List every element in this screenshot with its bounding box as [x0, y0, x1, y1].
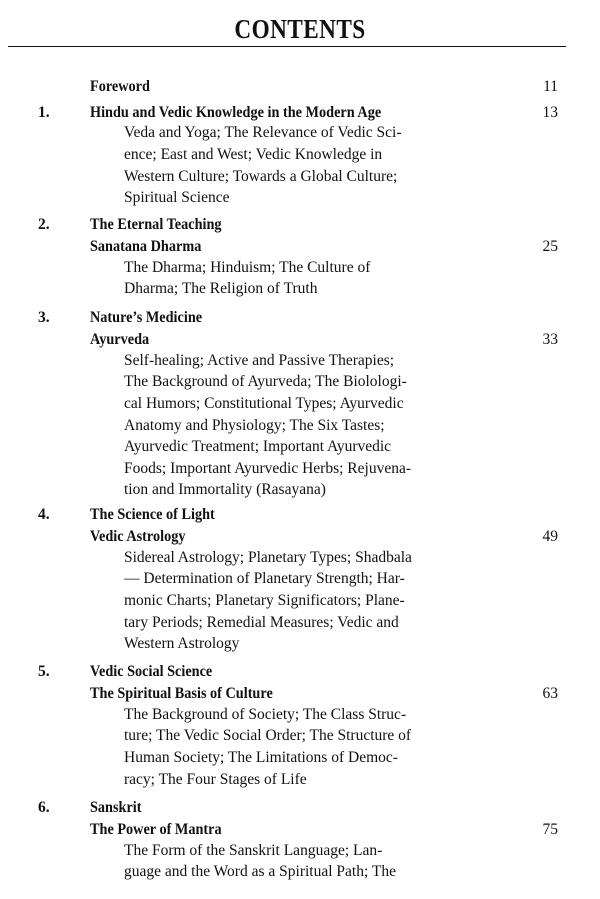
entry-number: 3.: [38, 309, 50, 326]
entry-description-line: Dharma; The Religion of Truth: [124, 280, 318, 298]
entry-page-number: 13: [542, 104, 558, 121]
entry-number: 2.: [38, 216, 50, 233]
entry-description-line: Sidereal Astrology; Planetary Types; Shadbala: [124, 548, 412, 566]
entry-page-number: 63: [542, 685, 558, 703]
entry-number: 6.: [38, 799, 50, 816]
page-title: CONTENTS: [234, 14, 366, 44]
entry-page-number: 25: [542, 238, 558, 256]
entry-heading: Nature’s Medicine: [90, 309, 203, 326]
entry-description-line: Foods; Important Ayurvedic Herbs; Rejuvena-: [124, 459, 411, 477]
entry-description-line: The Background of Ayurveda; The Biolologi-: [124, 373, 407, 391]
entry-heading: Sanskrit: [90, 799, 142, 816]
entry-subheading: Ayurveda: [90, 331, 150, 349]
entry-heading: Foreword: [90, 78, 150, 95]
entry-description-line: tion and Immortality (Rasayana): [124, 481, 326, 499]
entry-page-number: 75: [542, 821, 558, 839]
entry-page-number: 11: [543, 78, 558, 95]
entry-heading: Vedic Social Science: [90, 663, 213, 680]
entry-description-line: Self-healing; Active and Passive Therapies;: [124, 351, 395, 369]
entry-description-line: cal Humors; Constitutional Types; Ayurvedic: [124, 395, 404, 412]
entry-subheading: The Spiritual Basis of Culture: [90, 685, 273, 703]
entry-description-line: guage and the Word as a Spiritual Path; The: [124, 863, 396, 881]
entry-description-line: The Form of the Sanskrit Language; Lan-: [124, 841, 383, 859]
entry-description-line: Human Society; The Limitations of Democ-: [124, 749, 398, 766]
entry-description-line: Western Culture; Towards a Global Culture;: [124, 167, 398, 185]
entry-description-line: Veda and Yoga; The Relevance of Vedic Sci-: [124, 124, 402, 142]
entry-description-line: monic Charts; Planetary Significators; Plane-: [124, 592, 405, 609]
entry-description-line: ence; East and West; Vedic Knowledge in: [124, 146, 383, 163]
entry-description-line: Spiritual Science: [124, 189, 230, 207]
entry-number: 1.: [38, 104, 50, 121]
entry-description-line: racy; The Four Stages of Life: [124, 770, 307, 788]
entry-description-line: tary Periods; Remedial Measures; Vedic and: [124, 613, 399, 631]
entry-description-line: Anatomy and Physiology; The Six Tastes;: [124, 416, 385, 434]
entry-page-number: 33: [542, 331, 558, 349]
entry-description-line: Ayurvedic Treatment; Important Ayurvedic: [124, 438, 392, 456]
entry-description-line: The Dharma; Hinduism; The Culture of: [124, 258, 371, 276]
entry-description-line: ture; The Vedic Social Order; The Structure of: [124, 727, 412, 745]
entry-number: 4.: [38, 506, 50, 523]
entry-heading: The Science of Light: [90, 506, 215, 523]
entry-description-line: Western Astrology: [124, 635, 240, 653]
entry-subheading: Vedic Astrology: [90, 528, 186, 546]
entry-subheading: The Power of Mantra: [90, 821, 222, 839]
entry-heading: The Eternal Teaching: [90, 216, 222, 233]
entry-description-line: The Background of Society; The Class Struc-: [124, 705, 407, 723]
entry-description-line: — Determination of Planetary Strength; Har-: [124, 570, 405, 588]
entry-heading: Hindu and Vedic Knowledge in the Modern Age: [90, 104, 382, 121]
entry-subheading: Sanatana Dharma: [90, 238, 202, 256]
entry-number: 5.: [38, 663, 50, 680]
title-rule: [8, 46, 566, 47]
entry-page-number: 49: [542, 528, 558, 546]
